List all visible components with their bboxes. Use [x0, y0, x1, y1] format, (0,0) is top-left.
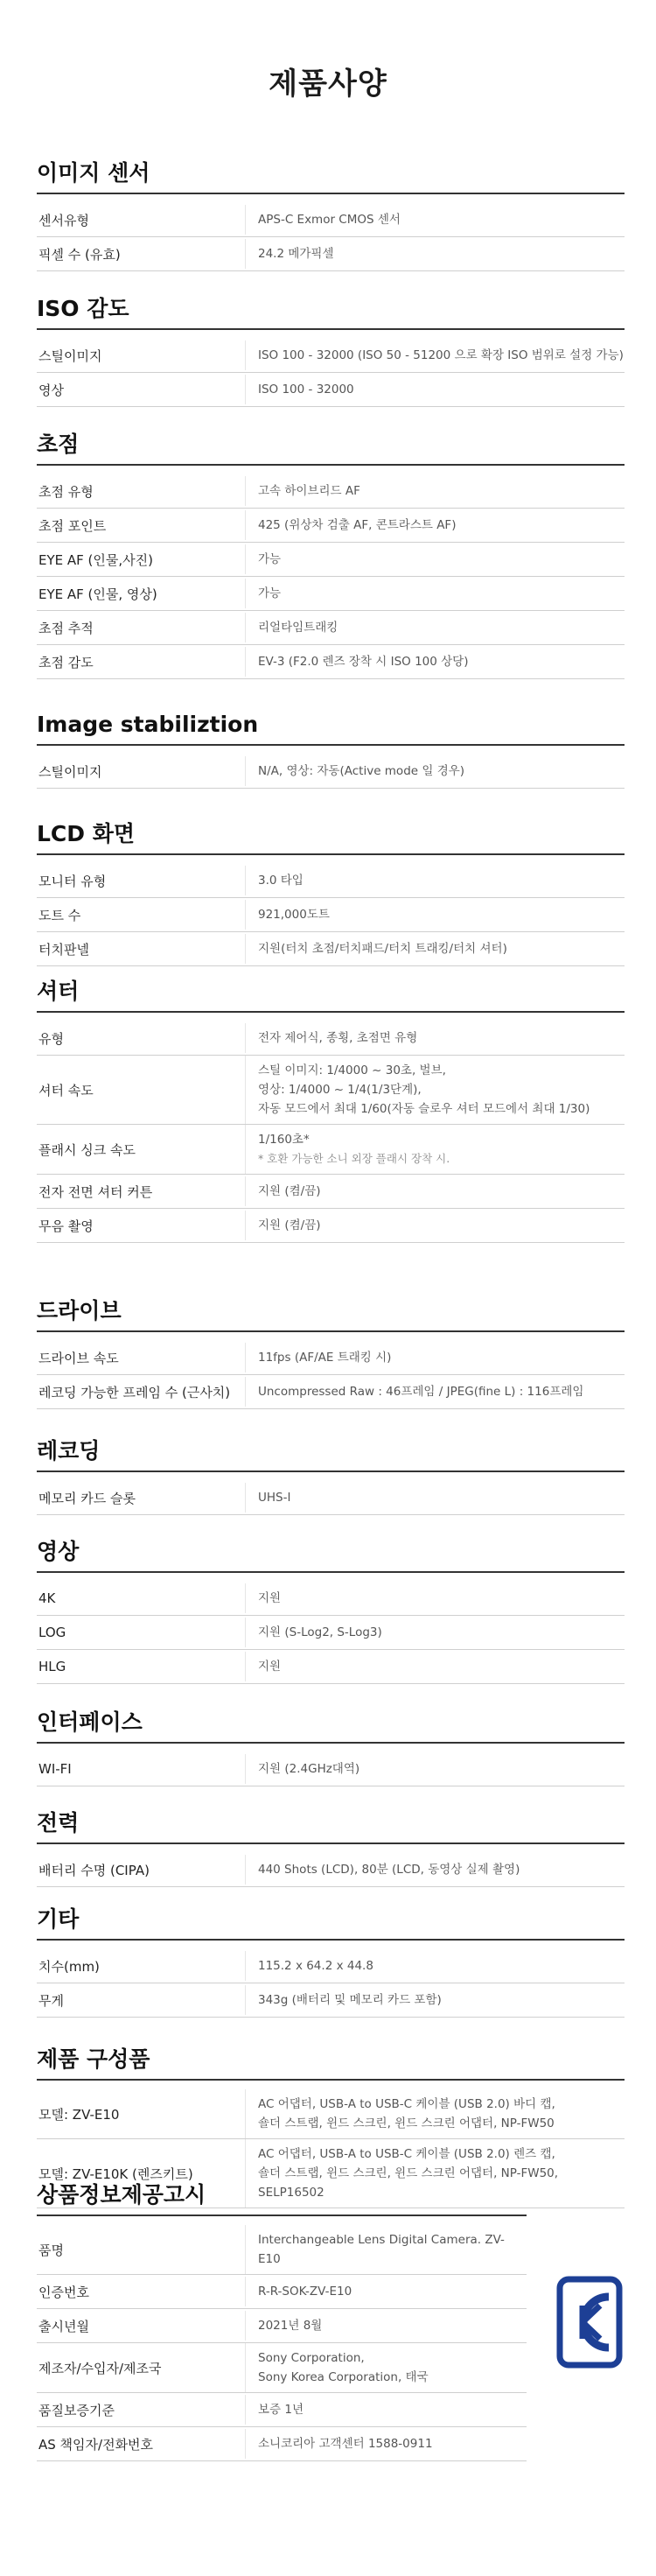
spec-value: [245, 1176, 625, 1206]
spec-row: [37, 509, 625, 543]
spec-value: [245, 934, 625, 964]
spec-label: 출시년월: [38, 2318, 89, 2334]
spec-label: 모니터 유형: [38, 873, 107, 889]
spec-value: [245, 2429, 527, 2459]
spec-value: [245, 1343, 625, 1372]
section-6: [37, 1295, 625, 1409]
spec-value-line: ISO 100 - 32000 (ISO 50 - 51200 으로 확장 ISO 범위로 설정 가능): [258, 348, 624, 362]
section-13: [37, 2179, 527, 2461]
spec-label: 품질보증기준: [38, 2402, 115, 2418]
spec-value-line: UHS-I: [258, 1491, 291, 1505]
spec-note: * 호환 가능한 소니 외장 플래시 장착 시.: [258, 1152, 450, 1165]
spec-row: [37, 1983, 625, 2018]
spec-row: [37, 577, 625, 611]
page-title: 제품사양: [269, 67, 387, 102]
spec-value: [245, 647, 625, 677]
section-5: [37, 976, 625, 1243]
spec-row: [37, 1056, 625, 1125]
spec-value-line: 가능: [258, 586, 282, 600]
spec-value-line: ISO 100 - 32000: [258, 383, 354, 397]
spec-value: [245, 1951, 625, 1981]
spec-label: 무게: [38, 1992, 64, 2009]
spec-value-line: 고속 하이브리드 AF: [258, 484, 360, 498]
spec-value-line: AC 어댑터, USB-A to USB-C 케이블 (USB 2.0) 렌즈 캡,: [258, 2147, 555, 2161]
section-3: [37, 709, 625, 789]
section-heading: 셔터: [37, 976, 625, 1013]
spec-value-line: Sony Korea Corporation, 태국: [258, 2370, 429, 2384]
spec-value-line: 자동 모드에서 최대 1/60(자동 슬로우 셔터 모드에서 최대 1/30): [258, 1102, 590, 1116]
section-11: [37, 1904, 625, 2018]
spec-value: [245, 340, 625, 370]
spec-row: [37, 2343, 527, 2393]
section-heading: 초점: [37, 429, 625, 466]
spec-value-line: 영상: 1/4000 ~ 1/4(1/3단계),: [258, 1083, 422, 1097]
spec-label: 품명: [38, 2242, 64, 2258]
spec-value-line: 지원: [258, 1660, 282, 1674]
spec-label: 초점 감도: [38, 654, 94, 670]
spec-label: 모델: ZV-E10: [38, 2106, 120, 2123]
spec-value-line: EV-3 (F2.0 렌즈 장착 시 ISO 100 상당): [258, 655, 469, 669]
section-heading: 상품정보제공고시: [37, 2179, 527, 2216]
spec-label: 영상: [38, 382, 64, 398]
spec-value: [245, 1377, 625, 1407]
spec-row: [37, 237, 625, 271]
spec-value-line: 115.2 x 64.2 x 44.8: [258, 1959, 373, 1973]
spec-value: [245, 476, 625, 506]
spec-label: WI-FI: [38, 1761, 72, 1777]
section-heading: 제품 구성품: [37, 2044, 625, 2081]
spec-value: [245, 1023, 625, 1053]
spec-label: 셔터 속도: [38, 1082, 94, 1098]
spec-value: [245, 1583, 625, 1613]
spec-value: [245, 510, 625, 540]
spec-row: [37, 1616, 625, 1650]
spec-label: 플래시 싱크 속도: [38, 1141, 136, 1158]
spec-value: [245, 2311, 527, 2341]
section-heading: 기타: [37, 1904, 625, 1941]
spec-value-line: 스틸 이미지: 1/4000 ~ 30초, 벌브,: [258, 1063, 446, 1077]
spec-row: [37, 203, 625, 237]
spec-row: [37, 898, 625, 932]
spec-label: 터치판넬: [38, 941, 89, 958]
spec-row: [37, 1125, 625, 1175]
spec-value-line: 소니코리아 고객센터 1588-0911: [258, 2437, 433, 2451]
spec-label: 인증번호: [38, 2284, 89, 2300]
spec-label: 스틸이미지: [38, 763, 102, 780]
spec-label: EYE AF (인물,사진): [38, 551, 153, 568]
spec-value: [245, 544, 625, 574]
spec-value-line: 지원: [258, 1591, 282, 1605]
spec-value-line: 440 Shots (LCD), 80분 (LCD, 동영상 실제 촬영): [258, 1863, 520, 1877]
spec-label: 유형: [38, 1030, 64, 1047]
spec-value-line: AC 어댑터, USB-A to USB-C 케이블 (USB 2.0) 바디 캡,: [258, 2097, 555, 2111]
spec-value-line: 전자 제어식, 종횡, 초점면 유형: [258, 1031, 418, 1045]
spec-value: [245, 579, 625, 608]
section-0: [37, 158, 625, 271]
spec-value: [245, 1855, 625, 1885]
spec-value: [245, 1125, 625, 1174]
section-7: [37, 1435, 625, 1515]
spec-row: [37, 2275, 527, 2309]
spec-row: [37, 1853, 625, 1887]
spec-row: [37, 611, 625, 645]
spec-value-line: 지원 (켬/끔): [258, 1218, 321, 1232]
spec-value: [245, 1056, 625, 1124]
spec-row: [37, 1209, 625, 1243]
spec-value: [245, 1211, 625, 1240]
spec-value-line: 3.0 타입: [258, 874, 304, 888]
spec-value-line: Uncompressed Raw : 46프레임 / JPEG(fine L) : 116프레임: [258, 1385, 584, 1399]
spec-value: [245, 239, 625, 269]
section-heading: ISO 감도: [37, 293, 625, 330]
spec-label: EYE AF (인물, 영상): [38, 586, 157, 602]
spec-value-line: 2021년 8월: [258, 2319, 323, 2333]
spec-value-line: 24.2 메가픽셀: [258, 247, 334, 261]
spec-value: [245, 1652, 625, 1681]
spec-value: [245, 866, 625, 895]
spec-value: [245, 2343, 527, 2392]
spec-value-line: N/A, 영상: 자동(Active mode 일 경우): [258, 764, 465, 778]
spec-value-line: 지원 (S-Log2, S-Log3): [258, 1625, 382, 1639]
spec-label: AS 책임자/전화번호: [38, 2436, 154, 2453]
spec-value: [245, 756, 625, 786]
spec-row: [37, 1582, 625, 1616]
spec-row: [37, 2225, 527, 2275]
spec-label: 배터리 수명 (CIPA): [38, 1862, 150, 1878]
section-heading: Image stabiliztion: [37, 709, 625, 746]
spec-label: HLG: [38, 1659, 66, 1674]
spec-value: [245, 375, 625, 404]
section-10: [37, 1807, 625, 1887]
spec-value: [245, 613, 625, 642]
spec-label: 도트 수: [38, 907, 81, 923]
spec-label: 모델: ZV-E10K (렌즈키트): [38, 2165, 193, 2182]
spec-value-line: 보증 1년: [258, 2403, 304, 2417]
section-1: [37, 293, 625, 407]
spec-row: [37, 339, 625, 373]
spec-row: [37, 2309, 527, 2343]
section-heading: 인터페이스: [37, 1707, 625, 1744]
section-4: [37, 818, 625, 966]
spec-value-line: 지원(터치 초점/터치패드/터치 트래킹/터치 셔터): [258, 942, 507, 956]
spec-value-line: 425 (위상차 검출 AF, 콘트라스트 AF): [258, 518, 457, 532]
spec-label: 스틸이미지: [38, 347, 102, 364]
spec-value-line: 지원 (켬/끔): [258, 1184, 321, 1198]
spec-value: [245, 205, 625, 235]
spec-value-line: 921,000도트: [258, 908, 330, 922]
spec-value-line: 숄더 스트랩, 윈드 스크린, 윈드 스크린 어댑터, NP-FW50, SELP16502: [258, 2166, 559, 2200]
section-heading: LCD 화면: [37, 818, 625, 855]
spec-label: 제조자/수입자/제조국: [38, 2360, 162, 2376]
spec-value-line: Interchangeable Lens Digital Camera. ZV-E10: [258, 2233, 505, 2266]
section-9: [37, 1707, 625, 1786]
spec-row: [37, 1481, 625, 1515]
spec-row: [37, 373, 625, 407]
spec-row: [37, 645, 625, 679]
spec-row: [37, 1650, 625, 1684]
spec-label: LOG: [38, 1625, 66, 1640]
section-2: [37, 429, 625, 679]
section-heading: 이미지 센서: [37, 158, 625, 194]
spec-value: [245, 1754, 625, 1784]
spec-value-line: Sony Corporation,: [258, 2351, 365, 2365]
spec-row: [37, 474, 625, 509]
spec-row: [37, 1375, 625, 1409]
spec-value-line: R-R-SOK-ZV-E10: [258, 2285, 352, 2299]
spec-label: 초점 추적: [38, 620, 94, 636]
spec-label: 드라이브 속도: [38, 1350, 119, 1366]
section-8: [37, 1536, 625, 1684]
spec-label: 4K: [38, 1590, 56, 1606]
spec-row: [37, 1021, 625, 1056]
spec-row: [37, 543, 625, 577]
spec-row: [37, 864, 625, 898]
spec-row: [37, 1341, 625, 1375]
spec-label: 전자 전면 셔터 커튼: [38, 1183, 153, 1200]
spec-label: 무음 촬영: [38, 1218, 94, 1234]
spec-value-line: 11fps (AF/AE 트래킹 시): [258, 1351, 392, 1365]
spec-row: [37, 932, 625, 966]
spec-value-line: 1/160초*: [258, 1133, 310, 1147]
section-heading: 레코딩: [37, 1435, 625, 1472]
spec-value: [245, 2225, 527, 2274]
section-heading: 드라이브: [37, 1295, 625, 1332]
spec-value: [245, 1483, 625, 1513]
spec-value: [245, 2277, 527, 2306]
spec-value: [245, 2395, 527, 2425]
spec-value: [245, 900, 625, 930]
spec-row: [37, 2393, 527, 2427]
spec-label: 치수(mm): [38, 1958, 100, 1975]
spec-label: 초점 유형: [38, 483, 94, 500]
spec-value-line: 가능: [258, 552, 282, 566]
spec-label: 픽셀 수 (유효): [38, 246, 121, 263]
section-heading: 전력: [37, 1807, 625, 1844]
spec-value-line: 지원 (2.4GHz대역): [258, 1762, 360, 1776]
spec-label: 메모리 카드 슬롯: [38, 1490, 136, 1506]
spec-row: [37, 755, 625, 789]
spec-value-line: 리얼타임트래킹: [258, 621, 338, 635]
spec-row: [37, 1949, 625, 1983]
section-heading: 영상: [37, 1536, 625, 1573]
spec-value-line: 숄더 스트랩, 윈드 스크린, 윈드 스크린 어댑터, NP-FW50: [258, 2116, 555, 2130]
spec-value: [245, 1618, 625, 1647]
spec-row: [37, 1752, 625, 1786]
spec-row: [37, 2427, 527, 2461]
spec-value-line: 343g (배터리 및 메모리 카드 포함): [258, 1993, 442, 2007]
spec-row: [37, 2089, 625, 2139]
spec-label: 센서유형: [38, 212, 89, 228]
spec-value: [245, 1985, 625, 2015]
spec-value-line: APS-C Exmor CMOS 센서: [258, 213, 401, 227]
kc-certification-icon: [556, 2276, 623, 2369]
spec-row: [37, 1175, 625, 1209]
spec-label: 레코딩 가능한 프레임 수 (근사치): [38, 1384, 231, 1400]
spec-label: 초점 포인트: [38, 517, 107, 534]
spec-value: [245, 2089, 625, 2138]
